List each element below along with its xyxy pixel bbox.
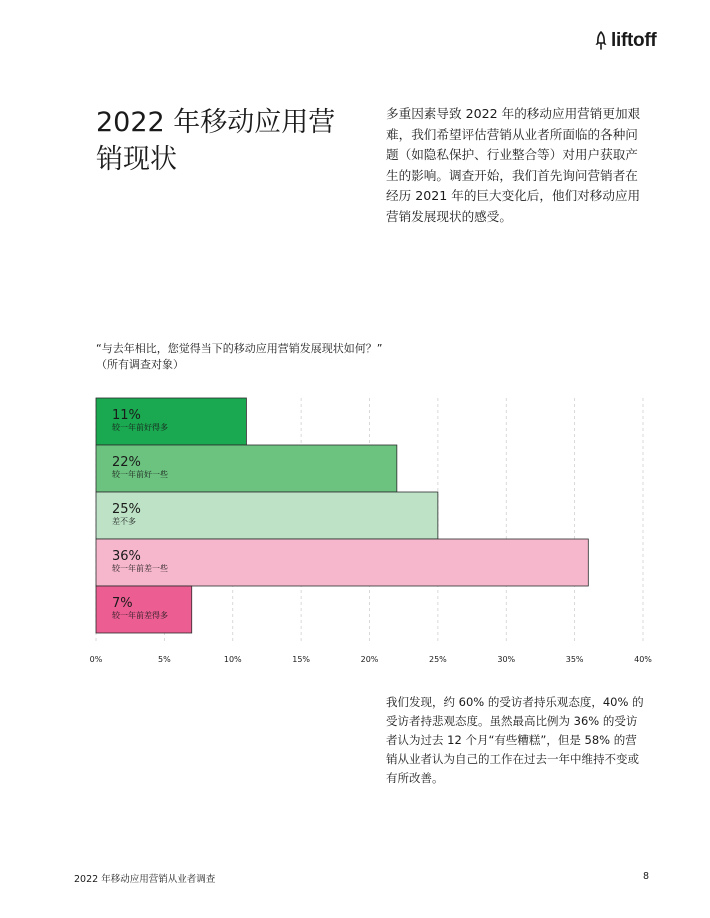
findings-paragraph: 我们发现，约 60% 的受访者持乐观态度，40% 的受访者持悲观态度。虽然最高比例为 36% 的受访者认为过去 12 个月“有些糟糕”，但是 58% 的营销从业者认为自己的工作在过去一年中维持不变或有所改善。 [386,695,644,785]
bar-value-label: 22% [112,455,141,470]
bar-category-label: 差不多 [112,517,136,526]
x-tick-label: 5% [158,655,171,664]
bar-value-label: 7% [112,596,133,611]
x-tick-label: 10% [223,655,242,664]
x-tick-label: 25% [428,655,447,664]
bar-category-label: 较一年前好一些 [112,470,168,479]
bar-value-label: 36% [112,549,141,564]
x-tick-label: 35% [565,655,584,664]
bar-4 [96,539,588,586]
page-number: 8 [643,871,650,882]
question-text: “与去年相比，您觉得当下的移动应用营销发展现状如何？” [96,342,383,355]
liftoff-logo [594,30,656,52]
bar-label-2 [112,455,168,480]
chart-question [96,341,382,373]
x-tick-label: 20% [360,655,379,664]
question-note: （所有调查对象） [96,358,184,371]
bar-label-4 [112,549,168,574]
x-tick-label: 15% [292,655,311,664]
bar-label-5 [112,596,168,621]
bar-category-label: 较一年前好得多 [112,423,168,432]
response-bar-chart [0,380,710,680]
rocket-icon [594,31,608,51]
bar-category-label: 较一年前差一些 [112,564,168,573]
bar-label-3 [112,502,141,527]
page-title: 2022 年移动应用营销现状 [96,107,336,175]
bar-3 [96,492,438,539]
x-tick-label: 0% [89,655,103,664]
intro-paragraph: 多重因素导致 2022 年的移动应用营销更加艰难，我们希望评估营销从业者所面临的各种问题（如隐私保护、行业整合等）对用户获取产生的影响。调查开始，我们首先询问营销者在经历 2021 年的巨大变化后，他们对移动应用营销发展现状的感受。 [386,106,641,224]
x-tick-label: 40% [634,655,652,664]
bar-value-label: 25% [112,502,141,517]
bar-value-label: 11% [112,408,141,423]
bar-label-1 [112,408,168,433]
brand-name: liftoff [611,30,657,51]
x-tick-label: 30% [497,655,516,664]
bar-category-label: 较一年前差得多 [112,611,168,620]
footer-report-title: 2022 年移动应用营销从业者调查 [74,874,216,885]
